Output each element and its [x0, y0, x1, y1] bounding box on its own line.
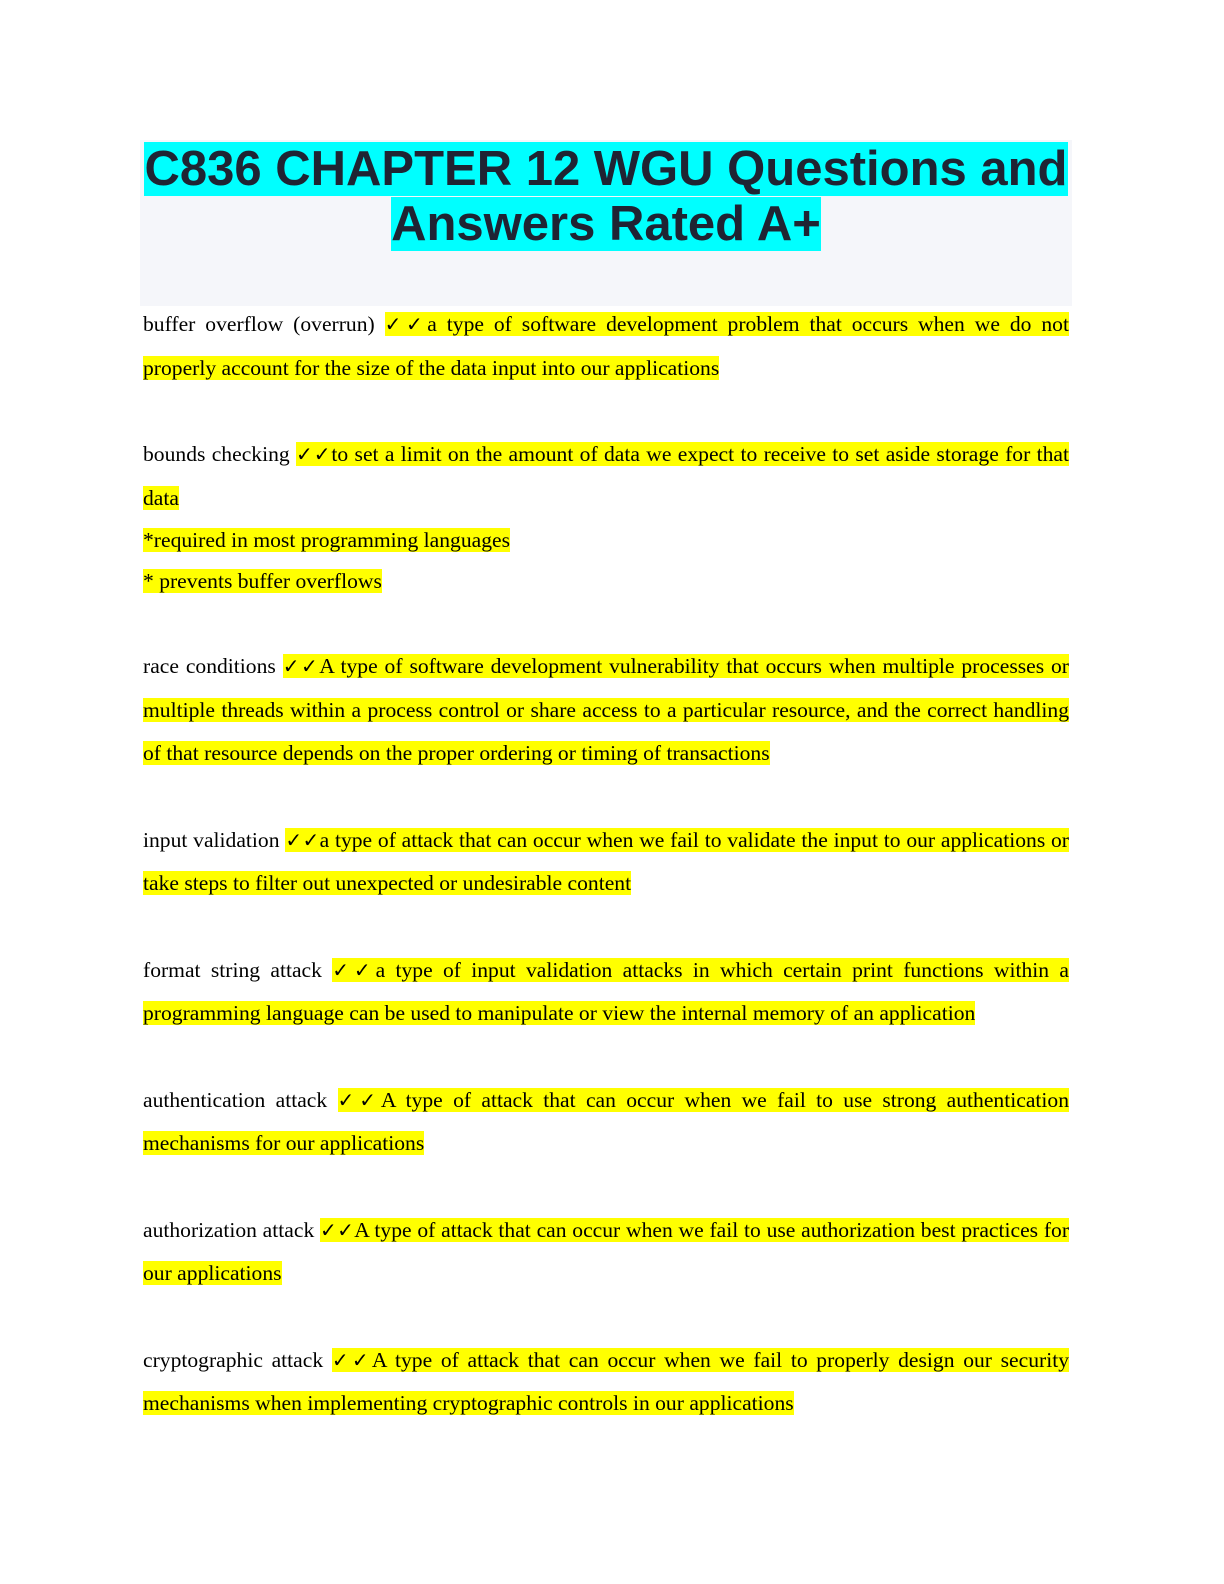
title-line-1: C836 CHAPTER 12 WGU Questions and	[144, 142, 1068, 196]
qa-entry-format-string-attack	[143, 949, 1069, 1036]
entry-definition: A type of software development vulnerability that occurs when multiple processes or multiple threads within a process control or share access to a particular resource, and the correct handling of that resource depends on the proper ordering or timing of transactions	[143, 654, 1069, 765]
entry-definition: A type of attack that can occur when we fail to use strong authentication mechanisms for our applications	[143, 1087, 1069, 1155]
entry-definition: to set a limit on the amount of data we expect to receive to set aside storage for that data	[143, 442, 1069, 510]
check-mark-icon: ✓✓	[384, 312, 428, 336]
check-mark-icon: ✓✓	[285, 827, 320, 852]
entry-term: cryptographic attack	[143, 1347, 324, 1372]
entry-note: *required in most programming languages	[143, 528, 511, 552]
entry-term: bounds checking	[143, 442, 290, 466]
entry-term: buffer overflow (overrun)	[143, 312, 375, 336]
check-mark-icon: ✓✓	[332, 957, 376, 982]
qa-entry-authentication-attack	[143, 1079, 1069, 1166]
check-mark-icon: ✓✓	[282, 654, 320, 678]
entry-term: authorization attack	[143, 1217, 315, 1242]
entry-definition: A type of attack that can occur when we fail to properly design our security mechanisms when implementing cryptographic controls in our applications	[143, 1347, 1070, 1415]
entry-term: format string attack	[143, 957, 322, 982]
qa-entry-input-validation	[143, 819, 1069, 906]
check-mark-icon: ✓✓	[331, 1347, 372, 1372]
check-mark-icon: ✓✓	[296, 442, 332, 466]
check-mark-icon: ✓✓	[337, 1087, 381, 1112]
title-block	[140, 140, 1072, 306]
entry-definition: A type of attack that can occur when we fail to use authorization best practices for our applications	[143, 1217, 1070, 1285]
check-mark-icon: ✓✓	[320, 1217, 355, 1242]
qa-list	[143, 303, 1069, 1426]
qa-entry-buffer-overflow	[143, 303, 1069, 390]
entry-term: authentication attack	[143, 1087, 328, 1112]
entry-term: input validation	[143, 827, 280, 852]
qa-entry-authorization-attack	[143, 1209, 1069, 1296]
entry-definition: a type of attack that can occur when we fail to validate the input to our applications or take steps to filter out unexpected or undesirable content	[143, 827, 1069, 895]
page-title	[140, 140, 1072, 252]
title-line-2: Answers Rated A+	[391, 197, 821, 251]
entry-term: race conditions	[143, 654, 276, 678]
qa-entry-cryptographic-attack	[143, 1339, 1069, 1426]
qa-entry-bounds-checking	[143, 433, 1069, 602]
entry-note: * prevents buffer overflows	[143, 569, 382, 593]
entry-definition: a type of software development problem that occurs when we do not properly account for the size of the data input into our applications	[143, 312, 1069, 380]
entry-definition: a type of input validation attacks in which certain print functions within a programming language can be used to manipulate or view the internal memory of an application	[143, 957, 1069, 1025]
qa-entry-race-conditions	[143, 645, 1069, 776]
